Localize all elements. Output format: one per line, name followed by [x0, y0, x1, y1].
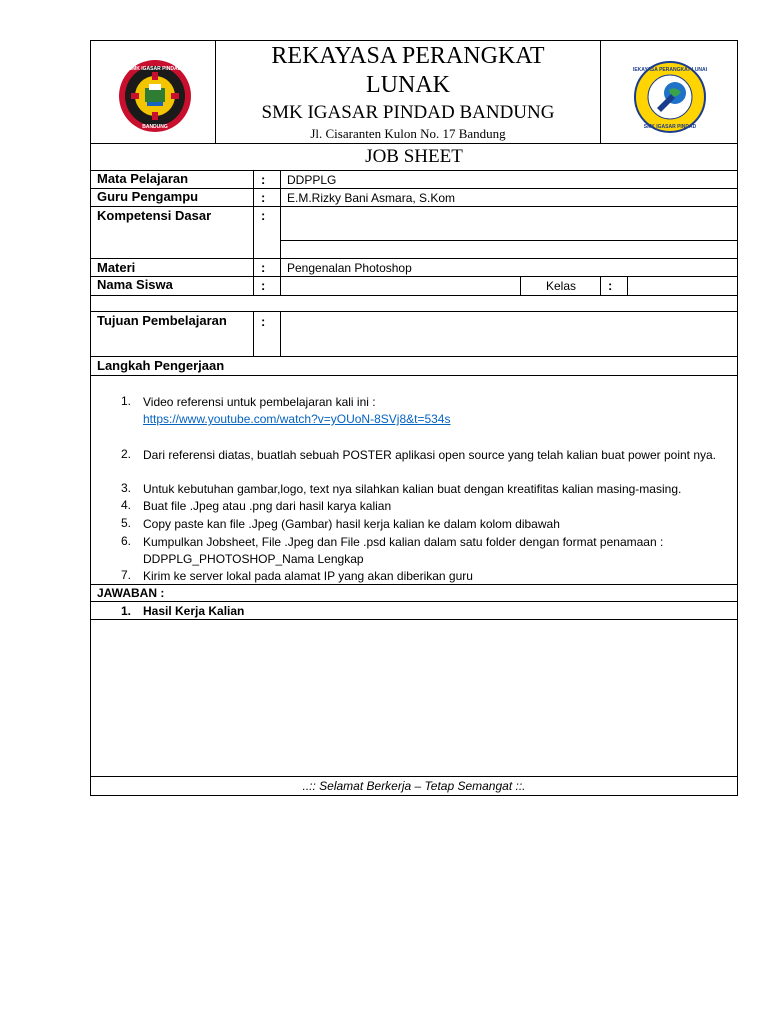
materi-colon: :	[261, 260, 266, 275]
tujuan-pembelajaran-value[interactable]	[287, 316, 727, 352]
jawaban-item-number: 1.	[120, 604, 131, 618]
left-logo-text: SMK IGASAR PINDAD	[128, 66, 182, 72]
kompetensi-dasar-label: Kompetensi Dasar	[97, 208, 212, 223]
title-line2: LUNAK	[366, 72, 450, 98]
nama-siswa-value[interactable]	[287, 279, 517, 293]
job-sheet-title: JOB SHEET	[365, 146, 463, 167]
langkah-heading: Langkah Pengerjaan	[97, 358, 225, 373]
step-text: Dari referensi diatas, buatlah sebuah POSTER aplikasi open source yang telah kalian buat power point nya.	[143, 448, 717, 462]
step-number: 5.	[120, 516, 131, 530]
kelas-label: Kelas	[546, 279, 577, 293]
kompetensi-dasar-colon: :	[261, 208, 266, 223]
step-text: Untuk kebutuhan gambar,logo, text nya silahkan kalian buat dengan kreatifitas kalian masing-masing.	[143, 482, 682, 496]
kelas-colon: :	[608, 278, 613, 293]
step-number: 6.	[120, 534, 131, 548]
materi-label: Materi	[97, 260, 136, 275]
mata-pelajaran-value: DDPPLG	[287, 173, 337, 187]
tujuan-pembelajaran-colon: :	[261, 314, 266, 329]
step-text: Kumpulkan Jobsheet, File .Jpeg dan File .psd kalian dalam satu folder dengan format penamaan : DDPPLG_PHOTOSHOP_Nama Lengkap	[143, 535, 664, 566]
nama-siswa-label: Nama Siswa	[97, 277, 173, 292]
nama-siswa-colon: :	[261, 278, 266, 293]
youtube-link[interactable]: https://www.youtube.com/watch?v=yOUoN-8SVj8&t=534s	[143, 412, 451, 426]
kelas-value[interactable]	[632, 279, 732, 293]
right-logo-bottom-text: SMK IGASAR PINDAD	[643, 124, 697, 130]
jawaban-item-label: Hasil Kerja Kalian	[143, 604, 245, 618]
materi-value: Pengenalan Photoshop	[287, 261, 412, 275]
guru-pengampu-value: E.M.Rizky Bani Asmara, S.Kom	[287, 191, 456, 205]
left-logo-bottom-text: BANDUNG	[142, 124, 168, 130]
step-number: 4.	[120, 498, 131, 512]
school-logo-left	[117, 58, 193, 134]
mata-pelajaran-label: Mata Pelajaran	[97, 171, 189, 186]
mata-pelajaran-colon: :	[261, 172, 266, 187]
tujuan-pembelajaran-label: Tujuan Pembelajaran	[97, 313, 227, 328]
step-text: Copy paste kan file .Jpeg (Gambar) hasil kerja kalian ke dalam kolom dibawah	[143, 517, 560, 531]
step-text: Kirim ke server lokal pada alamat IP yang akan diberikan guru	[143, 569, 473, 583]
footer-text: ..:: Selamat Berkerja – Tetap Semangat ::.	[302, 779, 526, 793]
title-line1: REKAYASA PERANGKAT	[271, 43, 545, 69]
school-name: SMK IGASAR PINDAD BANDUNG	[261, 102, 555, 123]
guru-pengampu-label: Guru Pengampu	[97, 189, 199, 204]
step-number: 2.	[120, 447, 131, 461]
guru-pengampu-colon: :	[261, 190, 266, 205]
step-number: 1.	[120, 394, 131, 408]
step-text: Video referensi untuk pembelajaran kali ini :	[143, 395, 376, 409]
step-text: Buat file .Jpeg atau .png dari hasil karya kalian	[143, 499, 392, 513]
step-number: 7.	[120, 568, 131, 582]
school-logo-right	[633, 60, 707, 134]
answer-area[interactable]	[92, 621, 736, 775]
step-number: 3.	[120, 481, 131, 495]
jawaban-heading: JAWABAN :	[97, 586, 165, 600]
school-address: Jl. Cisaranten Kulon No. 17 Bandung	[310, 126, 506, 141]
right-logo-text: REKAYASA PERANGKAT LUNAK	[633, 67, 707, 73]
